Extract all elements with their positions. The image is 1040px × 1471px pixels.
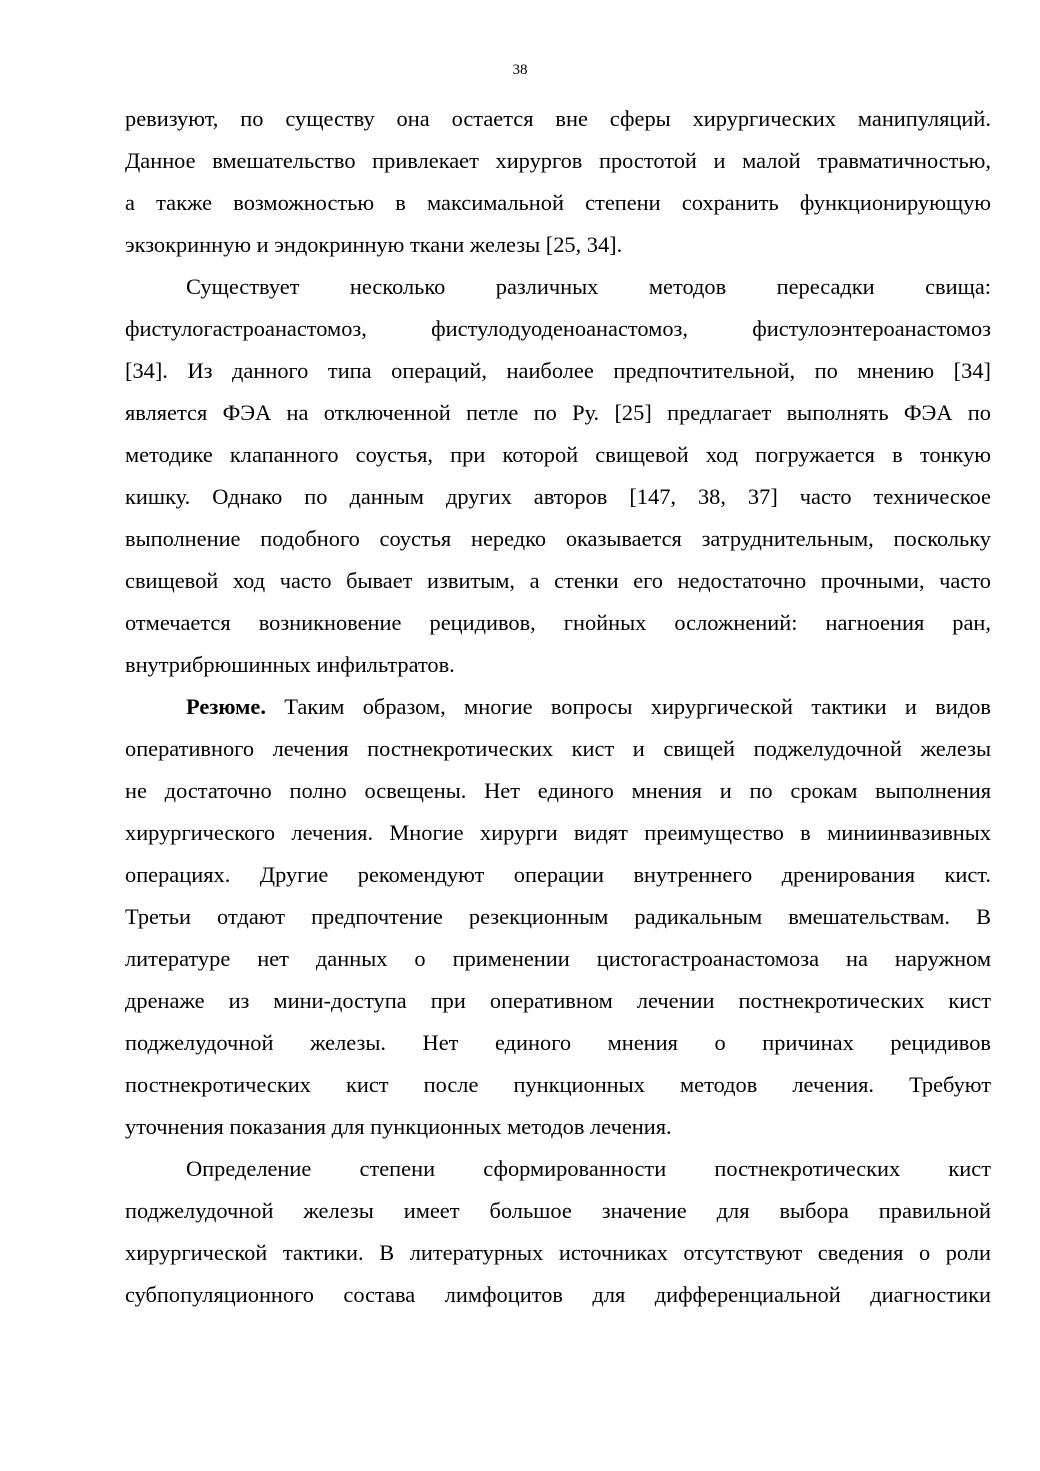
text-line: оперативного лечения постнекротических кист и свищей поджелудочной железы [125, 736, 991, 761]
text-line: Определение степени сформированности постнекротических кист [186, 1156, 991, 1181]
text-line-rest: Таким образом, многие вопросы хирургической тактики и видов [284, 694, 991, 719]
text-line: Третьи отдают предпочтение резекционным радикальным вмешательствам. В [125, 904, 991, 929]
paragraph-fistula-methods [125, 266, 991, 686]
summary-heading: Резюме. [186, 694, 266, 719]
text-line: [34]. Из данного типа операций, наиболее предпочтительной, по мнению [34] [125, 358, 991, 383]
text-line: Данное вмешательство привлекает хирургов простотой и малой травматичностью, [125, 148, 991, 173]
text-line: отмечается возникновение рецидивов, гнойных осложнений: нагноения ран, [125, 610, 991, 635]
text-line: свищевой ход часто бывает извитым, а стенки его недостаточно прочными, часто [125, 568, 991, 593]
text-line: внутрибрюшинных инфильтратов. [125, 652, 455, 677]
text-line: а также возможностью в максимальной степени сохранить функционирующую [125, 190, 991, 215]
text-line: Существует несколько различных методов пересадки свища: [186, 274, 991, 299]
text-line: является ФЭА на отключенной петле по Ру. [25] предлагает выполнять ФЭА по [125, 400, 991, 425]
text-line: субпопуляционного состава лимфоцитов для дифференциальной диагностики [125, 1282, 991, 1307]
text-line-with-lead [125, 686, 991, 728]
paragraph-cyst-formation [125, 1148, 991, 1316]
text-line: ревизуют, по существу она остается вне сферы хирургических манипуляций. [125, 106, 991, 131]
text-line: методике клапанного соустья, при которой свищевой ход погружается в тонкую [125, 442, 991, 467]
text-line: кишку. Однако по данным других авторов [147, 38, 37] часто техническое [125, 484, 991, 509]
page-number: 38 [512, 62, 528, 78]
paragraph-continuation [125, 98, 991, 266]
text-line: экзокринную и эндокринную ткани железы [25, 34]. [125, 232, 623, 257]
text-line: поджелудочной железы. Нет единого мнения о причинах рецидивов [125, 1030, 991, 1055]
text-line: литературе нет данных о применении цистогастроанастомоза на наружном [125, 946, 991, 971]
text-line: хирургического лечения. Многие хирурги видят преимущество в миниинвазивных [125, 820, 991, 845]
document-body [125, 98, 991, 1316]
text-line: дренаже из мини-доступа при оперативном лечении постнекротических кист [125, 988, 991, 1013]
text-line: выполнение подобного соустья нередко оказывается затруднительным, поскольку [125, 526, 991, 551]
text-line: операциях. Другие рекомендуют операции внутреннего дренирования кист. [125, 862, 991, 887]
text-line: постнекротических кист после пункционных методов лечения. Требуют [125, 1072, 991, 1097]
text-line: хирургической тактики. В литературных источниках отсутствуют сведения о роли [125, 1240, 991, 1265]
paragraph-summary [125, 686, 991, 1148]
text-line: уточнения показания для пункционных методов лечения. [125, 1114, 672, 1139]
text-line: не достаточно полно освещены. Нет единого мнения и по срокам выполнения [125, 778, 991, 803]
text-line: поджелудочной железы имеет большое значение для выбора правильной [125, 1198, 991, 1223]
text-line: фистулогастроанастомоз, фистулодуоденоанастомоз, фистулоэнтероанастомоз [125, 316, 991, 341]
